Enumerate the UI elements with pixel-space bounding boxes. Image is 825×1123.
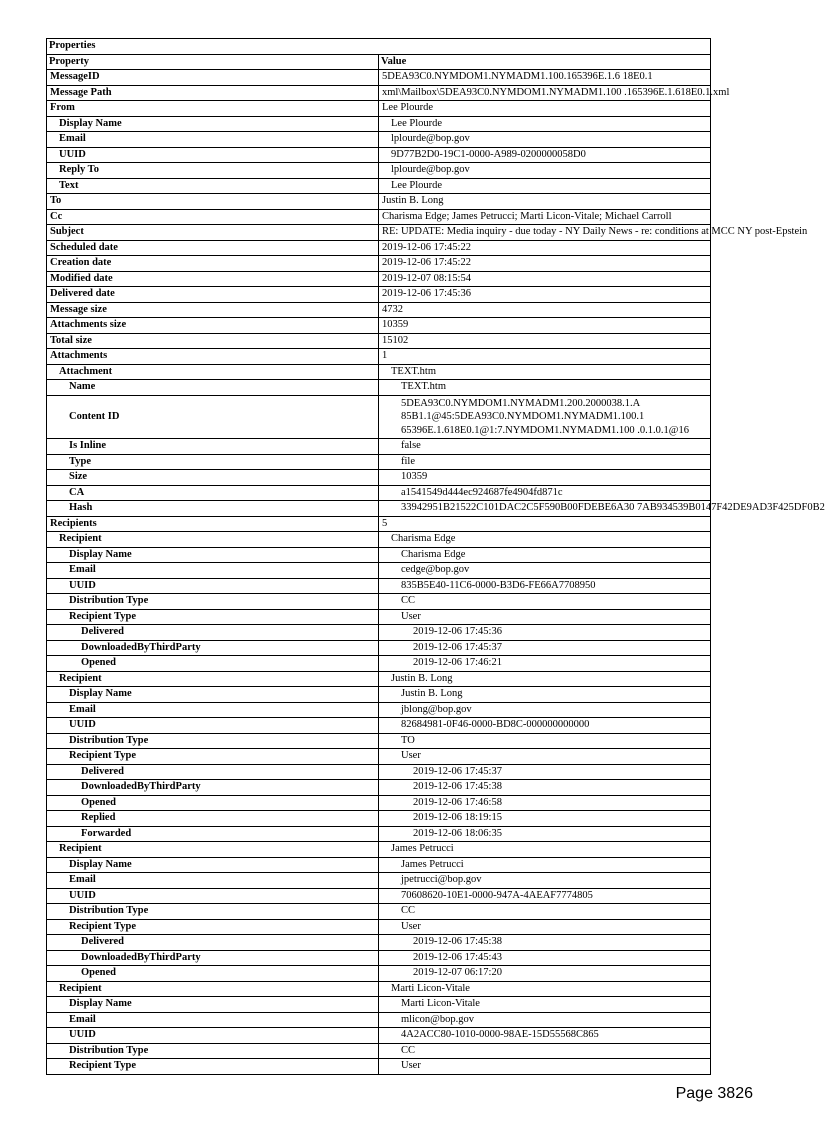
table-row <box>47 85 711 101</box>
property-name: Reply To <box>47 163 379 179</box>
property-value: 33942951B21522C101DAC2C5F590B00FDEBE6A30 7AB934539B0147F42DE9AD3F425DF0B2 <box>379 501 711 517</box>
property-value: Lee Plourde <box>379 178 711 194</box>
table-row <box>47 395 711 439</box>
property-value: James Petrucci <box>379 842 711 858</box>
property-name: Creation date <box>47 256 379 272</box>
property-name: Is Inline <box>47 439 379 455</box>
table-row <box>47 147 711 163</box>
property-value: 2019-12-06 18:06:35 <box>379 826 711 842</box>
property-name: To <box>47 194 379 210</box>
table-row <box>47 101 711 117</box>
property-name: Recipient <box>47 532 379 548</box>
table-row <box>47 516 711 532</box>
table-row <box>47 888 711 904</box>
table-row <box>47 749 711 765</box>
property-value: Charisma Edge <box>379 547 711 563</box>
table-row <box>47 687 711 703</box>
column-header-value: Value <box>379 54 711 70</box>
property-value: TEXT.htm <box>379 380 711 396</box>
table-row <box>47 532 711 548</box>
property-name: Size <box>47 470 379 486</box>
table-row <box>47 563 711 579</box>
table-title: Properties <box>47 39 711 55</box>
property-name: Distribution Type <box>47 904 379 920</box>
property-name: Distribution Type <box>47 733 379 749</box>
table-row <box>47 935 711 951</box>
table-row <box>47 1012 711 1028</box>
property-value: User <box>379 1059 711 1075</box>
table-row <box>47 132 711 148</box>
property-value: cedge@bop.gov <box>379 563 711 579</box>
table-row <box>47 842 711 858</box>
table-row <box>47 380 711 396</box>
property-name: Distribution Type <box>47 594 379 610</box>
property-value: CC <box>379 1043 711 1059</box>
property-value: Justin B. Long <box>379 194 711 210</box>
property-value: Justin B. Long <box>379 671 711 687</box>
property-name: Hash <box>47 501 379 517</box>
property-name: Text <box>47 178 379 194</box>
table-row <box>47 1028 711 1044</box>
property-name: Email <box>47 1012 379 1028</box>
property-name: Recipient Type <box>47 609 379 625</box>
property-value: 2019-12-06 17:45:36 <box>379 625 711 641</box>
property-value: TEXT.htm <box>379 364 711 380</box>
property-name: DownloadedByThirdParty <box>47 950 379 966</box>
table-row <box>47 950 711 966</box>
table-row <box>47 349 711 365</box>
property-value: 4732 <box>379 302 711 318</box>
property-value: 82684981-0F46-0000-BD8C-000000000000 <box>379 718 711 734</box>
property-value: User <box>379 919 711 935</box>
property-value: Marti Licon-Vitale <box>379 997 711 1013</box>
table-row <box>47 439 711 455</box>
table-row <box>47 718 711 734</box>
property-name: Subject <box>47 225 379 241</box>
property-value: James Petrucci <box>379 857 711 873</box>
property-name: Recipient <box>47 671 379 687</box>
property-value: 2019-12-07 08:15:54 <box>379 271 711 287</box>
table-row <box>47 287 711 303</box>
table-row <box>47 256 711 272</box>
property-value: 2019-12-06 17:45:36 <box>379 287 711 303</box>
table-row <box>47 873 711 889</box>
table-row <box>47 826 711 842</box>
property-value: 2019-12-06 17:45:38 <box>379 935 711 951</box>
property-value: 2019-12-06 17:46:21 <box>379 656 711 672</box>
property-name: Recipient <box>47 981 379 997</box>
property-name: UUID <box>47 578 379 594</box>
property-name: Recipient <box>47 842 379 858</box>
property-name: From <box>47 101 379 117</box>
property-value: lplourde@bop.gov <box>379 132 711 148</box>
table-row <box>47 671 711 687</box>
property-name: Delivered date <box>47 287 379 303</box>
property-value: 10359 <box>379 470 711 486</box>
property-value: 10359 <box>379 318 711 334</box>
table-row <box>47 501 711 517</box>
property-value: Lee Plourde <box>379 116 711 132</box>
property-value: 2019-12-06 17:45:43 <box>379 950 711 966</box>
table-row <box>47 116 711 132</box>
property-name: MessageID <box>47 70 379 86</box>
property-value: CC <box>379 904 711 920</box>
table-row <box>47 966 711 982</box>
column-header-property: Property <box>47 54 379 70</box>
property-name: UUID <box>47 147 379 163</box>
table-row <box>47 702 711 718</box>
table-row <box>47 640 711 656</box>
property-name: Distribution Type <box>47 1043 379 1059</box>
property-value: a1541549d444ec924687fe4904fd871c <box>379 485 711 501</box>
table-row <box>47 625 711 641</box>
table-row <box>47 318 711 334</box>
property-value: CC <box>379 594 711 610</box>
property-name: Email <box>47 873 379 889</box>
property-name: Attachments size <box>47 318 379 334</box>
table-header-row <box>47 54 711 70</box>
properties-table <box>46 38 825 1075</box>
property-value: jblong@bop.gov <box>379 702 711 718</box>
table-row <box>47 364 711 380</box>
table-row <box>47 609 711 625</box>
property-value: jpetrucci@bop.gov <box>379 873 711 889</box>
property-value: 70608620-10E1-0000-947A-4AEAF7774805 <box>379 888 711 904</box>
property-value: 2019-12-06 17:45:37 <box>379 640 711 656</box>
table-title-row <box>47 39 711 55</box>
property-value: 5 <box>379 516 711 532</box>
property-name: Recipient Type <box>47 919 379 935</box>
property-value: Charisma Edge <box>379 532 711 548</box>
table-row <box>47 333 711 349</box>
table-row <box>47 470 711 486</box>
property-name: Forwarded <box>47 826 379 842</box>
property-name: Display Name <box>47 547 379 563</box>
table-row <box>47 764 711 780</box>
property-name: Name <box>47 380 379 396</box>
table-row <box>47 1059 711 1075</box>
property-name: Message Path <box>47 85 379 101</box>
property-name: CA <box>47 485 379 501</box>
table-row <box>47 240 711 256</box>
property-name: Recipients <box>47 516 379 532</box>
property-value: 2019-12-06 17:45:37 <box>379 764 711 780</box>
table-row <box>47 70 711 86</box>
property-name: Cc <box>47 209 379 225</box>
property-value: Marti Licon-Vitale <box>379 981 711 997</box>
property-name: Message size <box>47 302 379 318</box>
property-value: 2019-12-06 17:45:22 <box>379 256 711 272</box>
property-value: RE: UPDATE: Media inquiry - due today - NY Daily News - re: conditions at MCC NY post-Epstein <box>379 225 711 241</box>
property-name: Email <box>47 132 379 148</box>
property-name: Attachments <box>47 349 379 365</box>
property-value: 5DEA93C0.NYMDOM1.NYMADM1.200.2000038.1.A 85B1.1@45:5DEA93C0.NYMDOM1.NYMADM1.100.1 65396E.1.618E0.1@1:7.NYMDOM1.NYMADM1.100 .0.1.0.1@16 <box>379 395 711 439</box>
table-row <box>47 163 711 179</box>
property-name: Replied <box>47 811 379 827</box>
property-name: Display Name <box>47 687 379 703</box>
property-value: xml\Mailbox\5DEA93C0.NYMDOM1.NYMADM1.100 .165396E.1.618E0.1.xml <box>379 85 711 101</box>
property-name: Display Name <box>47 857 379 873</box>
property-name: Recipient Type <box>47 1059 379 1075</box>
property-value: file <box>379 454 711 470</box>
table-row <box>47 271 711 287</box>
property-name: Email <box>47 563 379 579</box>
table-row <box>47 904 711 920</box>
table-row <box>47 857 711 873</box>
property-name: Delivered <box>47 764 379 780</box>
table-row <box>47 209 711 225</box>
property-name: Delivered <box>47 935 379 951</box>
property-value: 4A2ACC80-1010-0000-98AE-15D55568C865 <box>379 1028 711 1044</box>
property-value: 2019-12-07 06:17:20 <box>379 966 711 982</box>
property-value: Justin B. Long <box>379 687 711 703</box>
table-row <box>47 225 711 241</box>
property-name: UUID <box>47 718 379 734</box>
property-value: 2019-12-06 17:45:38 <box>379 780 711 796</box>
property-value: 9D77B2D0-19C1-0000-A989-0200000058D0 <box>379 147 711 163</box>
table-row <box>47 1043 711 1059</box>
table-row <box>47 795 711 811</box>
property-name: DownloadedByThirdParty <box>47 640 379 656</box>
property-name: Display Name <box>47 116 379 132</box>
table-row <box>47 178 711 194</box>
table-row <box>47 981 711 997</box>
table-row <box>47 485 711 501</box>
table-row <box>47 302 711 318</box>
table-row <box>47 997 711 1013</box>
property-name: Modified date <box>47 271 379 287</box>
table-row <box>47 919 711 935</box>
property-name: Email <box>47 702 379 718</box>
property-value: lplourde@bop.gov <box>379 163 711 179</box>
property-name: Type <box>47 454 379 470</box>
property-value: 2019-12-06 17:45:22 <box>379 240 711 256</box>
table-row <box>47 780 711 796</box>
property-value: 835B5E40-11C6-0000-B3D6-FE66A7708950 <box>379 578 711 594</box>
table-row <box>47 811 711 827</box>
table-row <box>47 578 711 594</box>
page-number: Page 3826 <box>675 1085 753 1102</box>
property-name: Scheduled date <box>47 240 379 256</box>
property-name: DownloadedByThirdParty <box>47 780 379 796</box>
property-name: Delivered <box>47 625 379 641</box>
property-value: 1 <box>379 349 711 365</box>
property-name: Recipient Type <box>47 749 379 765</box>
property-value: 5DEA93C0.NYMDOM1.NYMADM1.100.165396E.1.6 18E0.1 <box>379 70 711 86</box>
property-value: Charisma Edge; James Petrucci; Marti Licon-Vitale; Michael Carroll <box>379 209 711 225</box>
property-value: false <box>379 439 711 455</box>
property-name: Opened <box>47 656 379 672</box>
table-row <box>47 547 711 563</box>
property-value: 2019-12-06 17:46:58 <box>379 795 711 811</box>
property-value: mlicon@bop.gov <box>379 1012 711 1028</box>
property-name: Display Name <box>47 997 379 1013</box>
property-value: User <box>379 749 711 765</box>
property-name: UUID <box>47 1028 379 1044</box>
table-row <box>47 594 711 610</box>
property-name: UUID <box>47 888 379 904</box>
property-name: Opened <box>47 795 379 811</box>
property-value: User <box>379 609 711 625</box>
property-value: 2019-12-06 18:19:15 <box>379 811 711 827</box>
property-name: Content ID <box>47 395 379 439</box>
property-name: Opened <box>47 966 379 982</box>
property-name: Total size <box>47 333 379 349</box>
table-row <box>47 733 711 749</box>
properties-table-body <box>47 39 825 1075</box>
property-value: Lee Plourde <box>379 101 711 117</box>
property-name: Attachment <box>47 364 379 380</box>
property-value: TO <box>379 733 711 749</box>
table-row <box>47 656 711 672</box>
property-value: 15102 <box>379 333 711 349</box>
table-row <box>47 194 711 210</box>
table-row <box>47 454 711 470</box>
